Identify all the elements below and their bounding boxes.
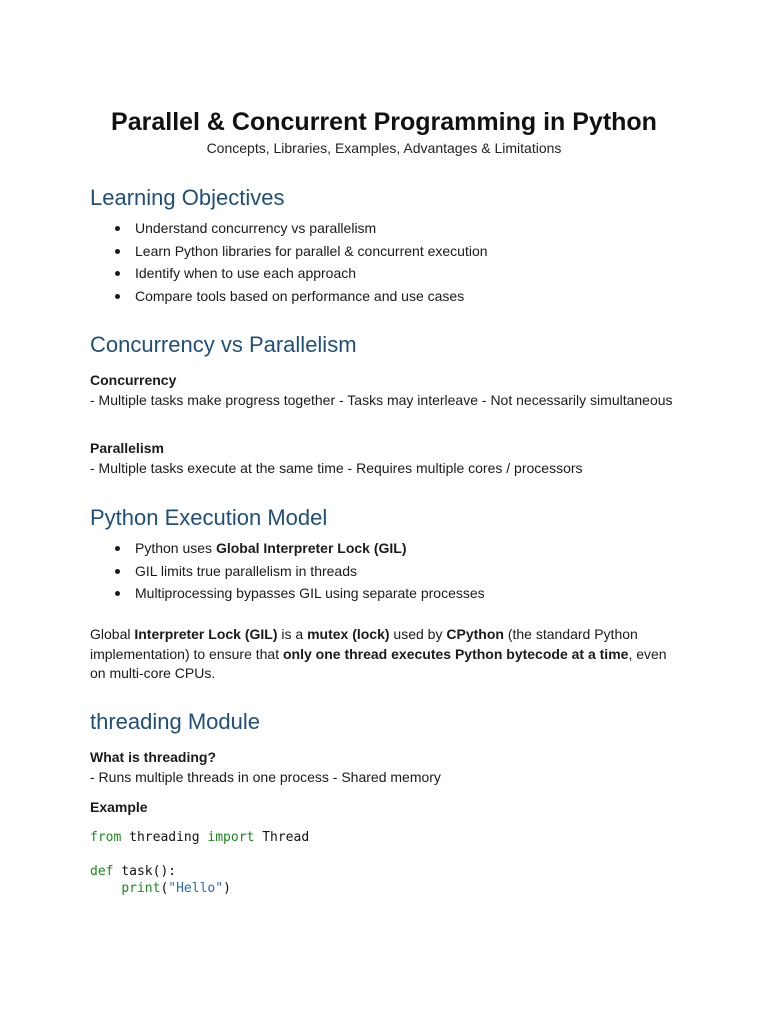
concurrency-label: Concurrency (90, 372, 177, 388)
gil-para-text: used by (389, 626, 447, 642)
code-text: Thread (254, 830, 310, 845)
code-line (90, 880, 690, 897)
code-keyword: import (207, 830, 255, 845)
gil-para-text: (the standard Python implementation) to ensure that (90, 626, 638, 662)
concurrency-vs-parallelism-heading: Concurrency vs Parallelism (90, 332, 357, 357)
threading-what-label: What is threading? (90, 749, 216, 765)
code-indent (90, 881, 121, 896)
list-item: Identify when to use each approach (90, 262, 690, 285)
document-subtitle: Concepts, Libraries, Examples, Advantages & Limitations (206, 140, 562, 156)
gil-para-text: , even on multi-core CPUs. (90, 645, 667, 681)
list-item: Compare tools based on performance and use cases (90, 285, 690, 308)
execution-model-heading: Python Execution Model (90, 505, 328, 530)
list-item: Multiprocessing bypasses GIL using separate processes (90, 582, 690, 605)
gil-para-bold: Interpreter Lock (GIL) (134, 626, 278, 642)
gil-bullet-prefix: Python uses (135, 540, 216, 556)
threading-heading: threading Module (90, 709, 261, 734)
parallelism-section (90, 439, 680, 478)
gil-para-bold: CPython (446, 626, 504, 642)
concurrency-section (90, 371, 680, 410)
parallelism-label: Parallelism (90, 440, 164, 456)
code-text: ) (223, 881, 231, 896)
parallelism-text: - Multiple tasks execute at the same time - Requires multiple cores / processors (90, 459, 583, 476)
code-text: threading (121, 830, 208, 845)
code-keyword: from (90, 830, 122, 845)
code-line (90, 863, 690, 880)
example-label: Example (90, 799, 148, 815)
threading-what-text: - Runs multiple threads in one process - Shared memory (90, 768, 441, 785)
code-string: "Hello" (168, 881, 224, 896)
code-block (90, 829, 690, 897)
list-item (90, 537, 690, 560)
list-item: GIL limits true parallelism in threads (90, 560, 690, 583)
threading-what-section (90, 748, 680, 787)
code-builtin: print (121, 881, 161, 896)
gil-para-bold: only one thread executes Python bytecode at a time (283, 645, 629, 662)
list-item: Learn Python libraries for parallel & concurrent execution (90, 240, 690, 263)
code-keyword: def (90, 864, 114, 879)
learning-objectives-list (90, 217, 690, 307)
learning-objectives-heading: Learning Objectives (90, 185, 285, 210)
gil-para-text: Global (90, 626, 135, 642)
code-blank-line (90, 846, 690, 863)
code-text: task(): (113, 864, 177, 879)
code-line (90, 829, 690, 846)
concurrency-text: - Multiple tasks make progress together - Tasks may interleave - Not necessarily simultaneous (90, 391, 673, 408)
gil-para-text: is a (277, 626, 308, 642)
document-title: Parallel & Concurrent Programming in Python (111, 108, 657, 136)
list-item: Understand concurrency vs parallelism (90, 217, 690, 240)
gil-bullet-bold: Global Interpreter Lock (GIL) (215, 540, 407, 556)
gil-paragraph (90, 625, 680, 684)
execution-model-list (90, 537, 690, 605)
code-text: ( (160, 881, 169, 896)
gil-para-bold: mutex (lock) (307, 626, 390, 642)
